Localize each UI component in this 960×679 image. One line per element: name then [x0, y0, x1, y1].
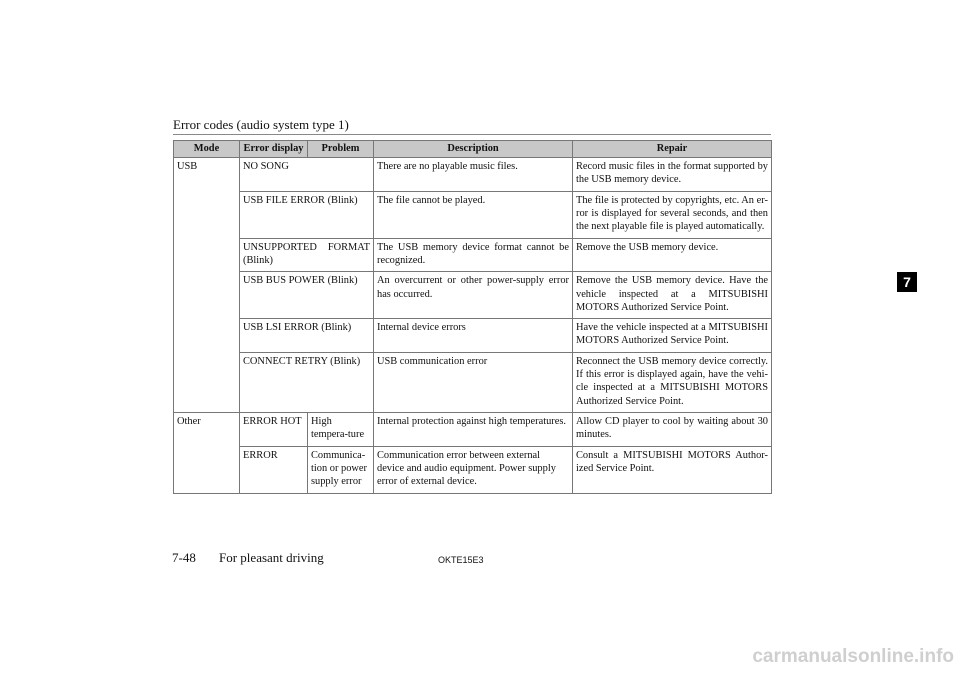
- table-row: [174, 191, 772, 238]
- column-header-mode: Mode: [174, 141, 240, 158]
- description-cell: There are no playable music files.: [374, 158, 573, 192]
- repair-cell: The file is protected by copyrights, etc. An er-ror is displayed for several seconds, and then the next playable file is played automatically.: [573, 191, 772, 238]
- table-row: [174, 319, 772, 353]
- table-row: [174, 352, 772, 412]
- repair-cell: Allow CD player to cool by waiting about 30 minutes.: [573, 413, 772, 447]
- error-display-cell: USB FILE ERROR (Blink): [240, 191, 374, 238]
- table-row: [174, 413, 772, 447]
- section-label: For pleasant driving: [219, 550, 324, 565]
- error-display-cell: ERROR HOT: [240, 413, 308, 447]
- document-code: OKTE15E3: [438, 555, 484, 565]
- description-cell: Internal device errors: [374, 319, 573, 353]
- problem-cell: High tempera-ture: [308, 413, 374, 447]
- column-header-description: Description: [374, 141, 573, 158]
- error-display-cell: USB BUS POWER (Blink): [240, 272, 374, 319]
- table-row: [174, 446, 772, 493]
- error-display-cell: NO SONG: [240, 158, 374, 192]
- error-display-cell: USB LSI ERROR (Blink): [240, 319, 374, 353]
- repair-cell: Consult a MITSUBISHI MOTORS Author-ized Service Point.: [573, 446, 772, 493]
- page-number: 7-48: [172, 550, 196, 565]
- description-cell: Communication error between external device and audio equipment. Power supply error of external device.: [374, 446, 573, 493]
- error-display-cell: UNSUPPORTED FORMAT (Blink): [240, 238, 374, 272]
- error-display-cell: ERROR: [240, 446, 308, 493]
- repair-cell: Record music files in the format supported by the USB memory device.: [573, 158, 772, 192]
- section-title: Error codes (audio system type 1): [173, 117, 349, 132]
- title-divider: [173, 134, 771, 135]
- mode-cell-other: Other: [174, 413, 240, 494]
- error-codes-table: [173, 140, 772, 494]
- repair-cell: Remove the USB memory device. Have the vehicle inspected at a MITSUBISHI MOTORS Authorized Service Point.: [573, 272, 772, 319]
- column-header-problem: Problem: [308, 141, 374, 158]
- column-header-error-display: Error display: [240, 141, 308, 158]
- repair-cell: Reconnect the USB memory device correctly. If this error is displayed again, have the vehi-cle inspected at a MITSUBISHI MOTORS Authorized Service Point.: [573, 352, 772, 412]
- description-cell: The file cannot be played.: [374, 191, 573, 238]
- table-row: [174, 158, 772, 192]
- chapter-tab: 7: [897, 272, 917, 292]
- table-header-row: [174, 141, 772, 158]
- repair-cell: Remove the USB memory device.: [573, 238, 772, 272]
- problem-cell: Communica-tion or power supply error: [308, 446, 374, 493]
- description-cell: An overcurrent or other power-supply error has occurred.: [374, 272, 573, 319]
- description-cell: The USB memory device format cannot be recognized.: [374, 238, 573, 272]
- description-cell: Internal protection against high temperatures.: [374, 413, 573, 447]
- error-display-cell: CONNECT RETRY (Blink): [240, 352, 374, 412]
- table-row: [174, 238, 772, 272]
- description-cell: USB communication error: [374, 352, 573, 412]
- repair-cell: Have the vehicle inspected at a MITSUBISHI MOTORS Authorized Service Point.: [573, 319, 772, 353]
- mode-cell-usb: USB: [174, 158, 240, 413]
- column-header-repair: Repair: [573, 141, 772, 158]
- watermark: carmanualsonline.info: [752, 646, 954, 667]
- table-row: [174, 272, 772, 319]
